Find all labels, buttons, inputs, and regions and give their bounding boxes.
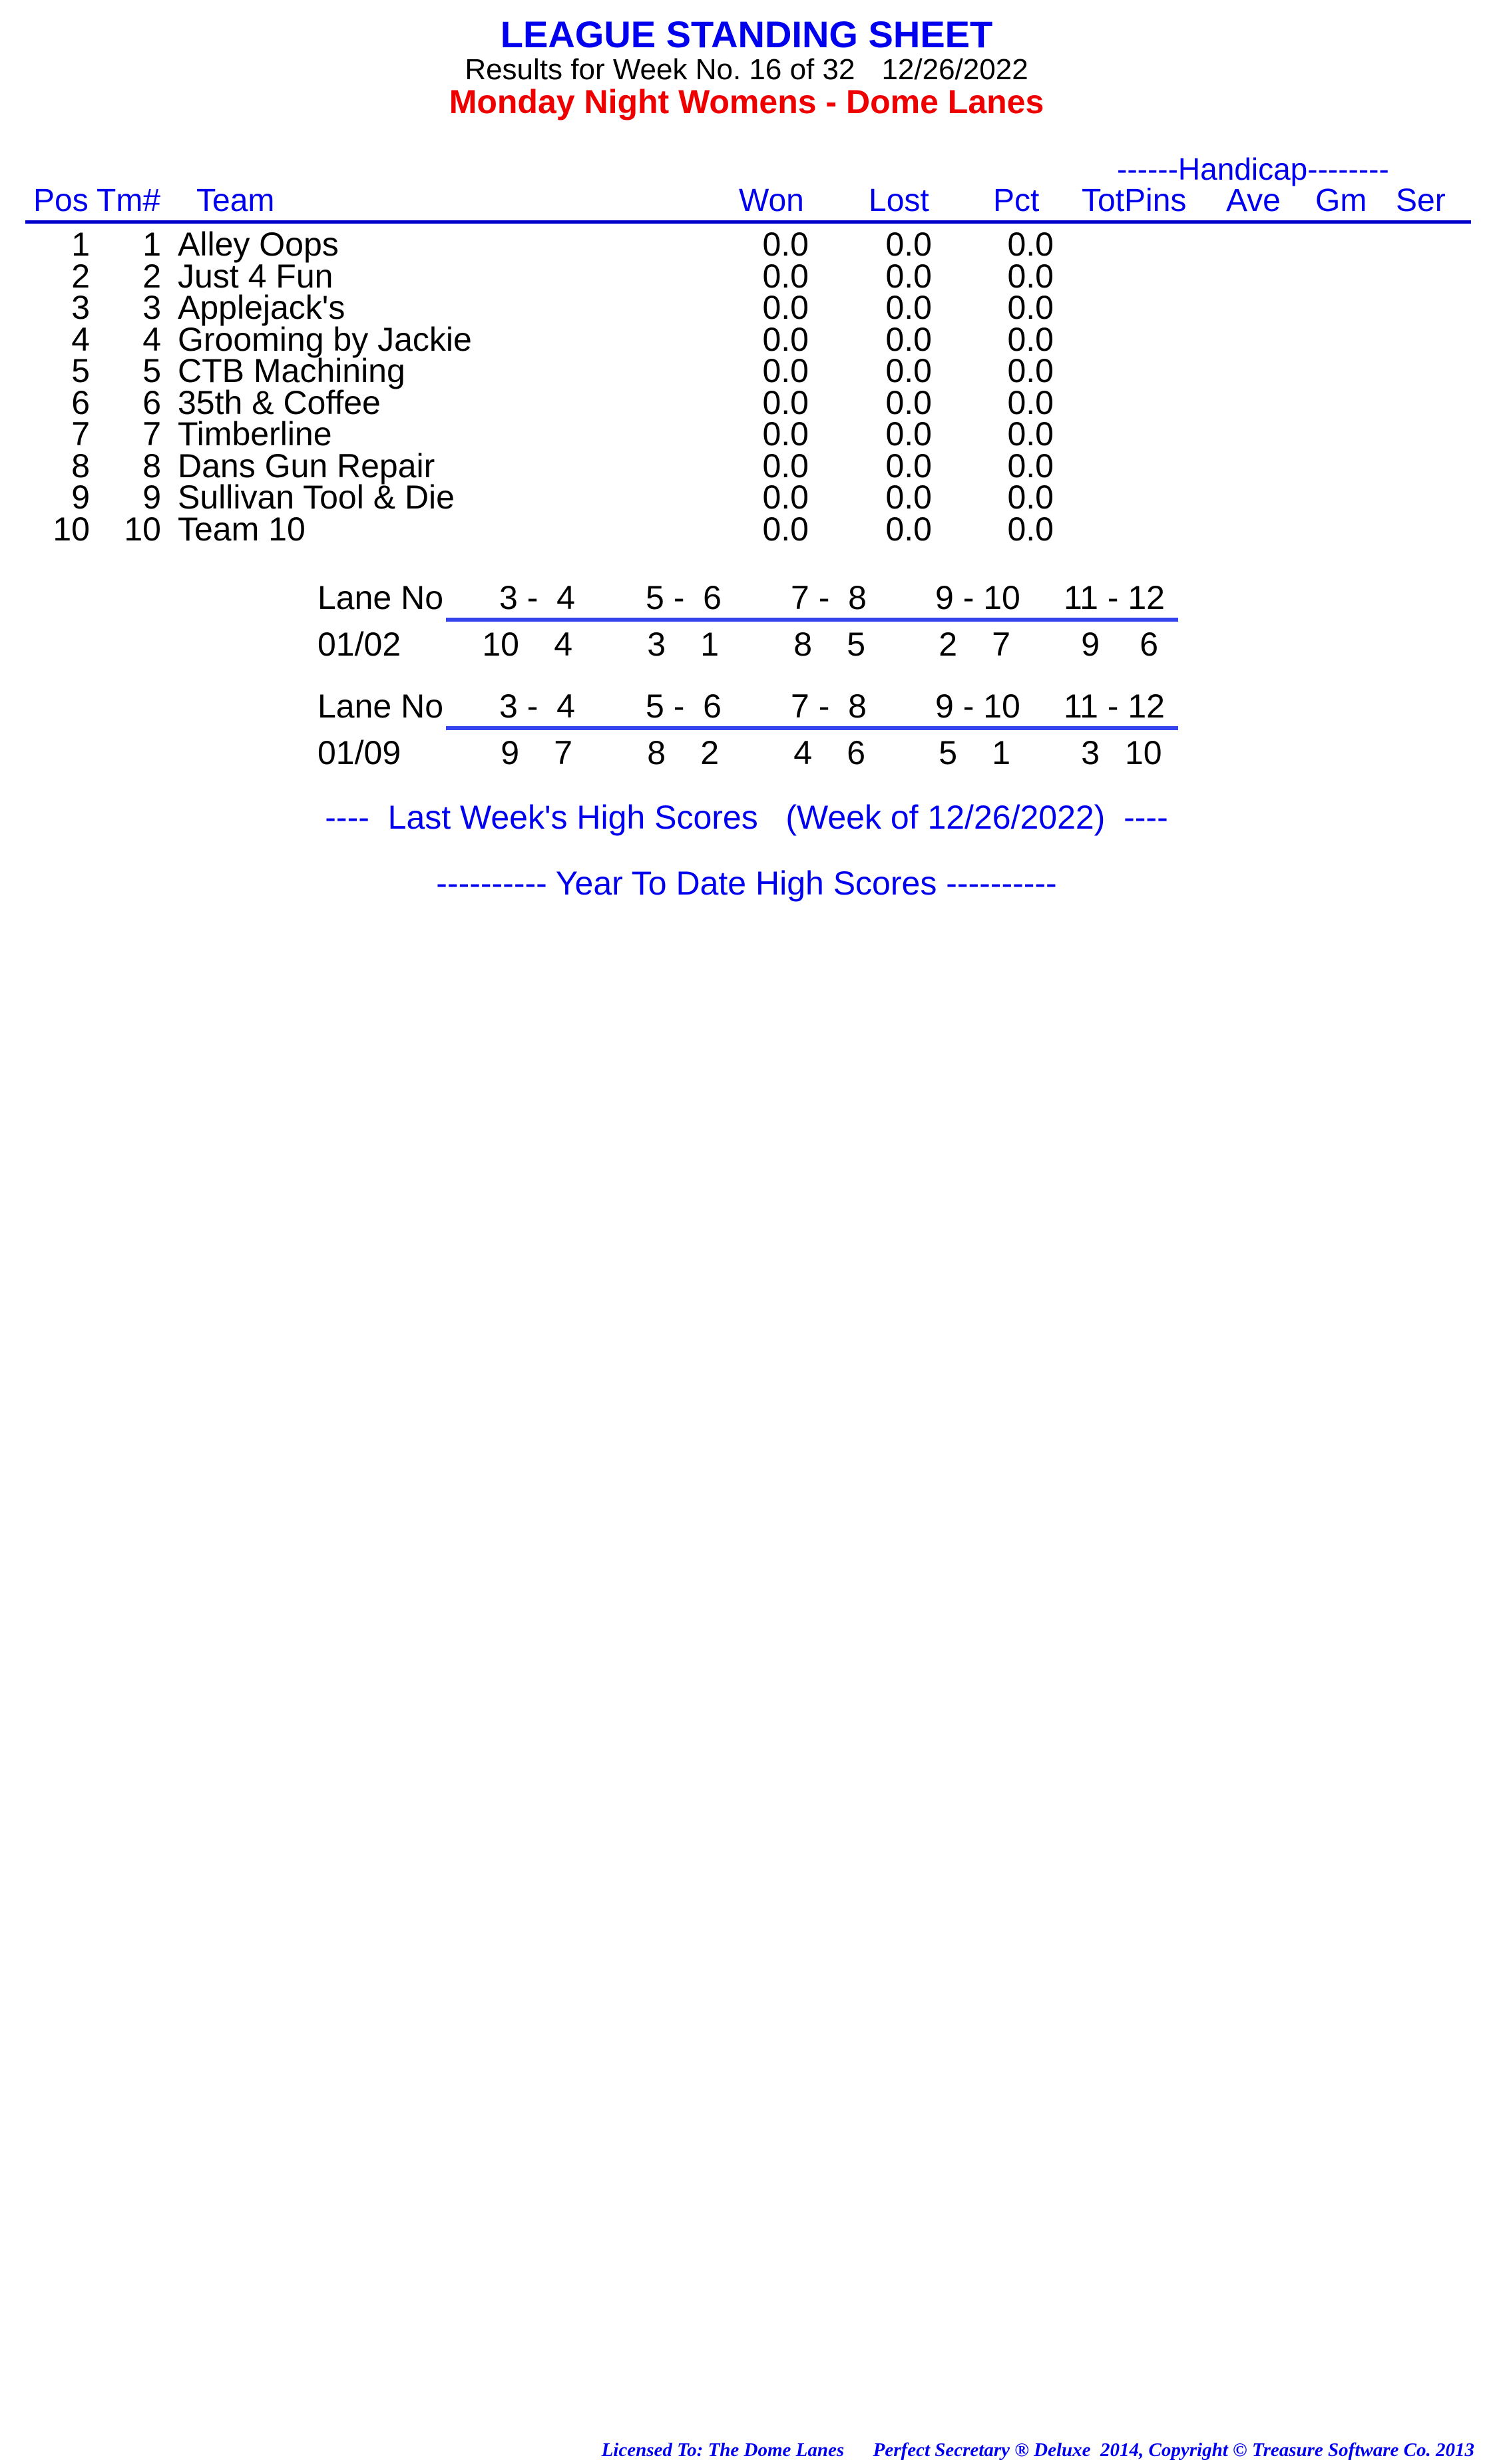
cell-lost: 0.0 [885, 321, 932, 358]
lane-pair: 5 - 6 [646, 579, 722, 616]
last-week-high-scores-heading: ---- Last Week's High Scores (Week of 12/26/2022) ---- [325, 799, 1168, 836]
cell-won: 0.0 [762, 479, 809, 516]
sheet-title: LEAGUE STANDING SHEET [500, 13, 993, 55]
team-number: 9 [501, 734, 519, 771]
table-row [0, 226, 1493, 263]
col-ave: Ave [1226, 183, 1281, 218]
team-number: 7 [554, 734, 572, 771]
cell-won: 0.0 [762, 321, 809, 358]
lane-pair: 9 - 10 [935, 579, 1020, 616]
col-gm: Gm [1315, 183, 1367, 218]
cell-lost: 0.0 [885, 511, 932, 548]
handicap-group-header: ------Handicap-------- [1117, 152, 1389, 186]
cell-pct: 0.0 [1007, 289, 1054, 326]
cell-lost: 0.0 [885, 479, 932, 516]
team-number: 10 [1125, 734, 1162, 771]
team-number: 5 [939, 734, 957, 771]
lane-no-label: Lane No [318, 579, 444, 616]
cell-won: 0.0 [762, 415, 809, 453]
header-divider [25, 220, 1471, 224]
table-row [0, 511, 1493, 548]
cell-won: 0.0 [762, 447, 809, 485]
team-number: 9 [1081, 626, 1100, 663]
lane-divider [446, 618, 1178, 622]
cell-team: Dans Gun Repair [178, 447, 435, 485]
cell-lost: 0.0 [885, 415, 932, 453]
col-lost: Lost [869, 183, 929, 218]
lane-pair: 11 - 12 [1064, 579, 1165, 616]
cell-tm: 8 [142, 447, 161, 485]
cell-team: Sullivan Tool & Die [178, 479, 455, 516]
cell-tm: 4 [142, 321, 161, 358]
cell-pos: 5 [71, 352, 90, 389]
cell-pct: 0.0 [1007, 447, 1054, 485]
cell-tm: 10 [124, 511, 161, 548]
table-row [0, 321, 1493, 358]
cell-pos: 3 [71, 289, 90, 326]
col-tm: Tm# [97, 183, 160, 218]
week-info: Results for Week No. 16 of 32 [465, 53, 855, 86]
cell-pos: 4 [71, 321, 90, 358]
lane-pair: 7 - 8 [791, 579, 867, 616]
cell-pct: 0.0 [1007, 479, 1054, 516]
col-totpins: TotPins [1082, 183, 1187, 218]
team-number: 7 [992, 626, 1010, 663]
league-name: Monday Night Womens - Dome Lanes [449, 83, 1044, 120]
cell-pos: 1 [71, 226, 90, 263]
team-number: 8 [647, 734, 666, 771]
team-number: 10 [482, 626, 519, 663]
cell-pct: 0.0 [1007, 258, 1054, 295]
team-number: 6 [1140, 626, 1158, 663]
table-row [0, 479, 1493, 516]
cell-pct: 0.0 [1007, 321, 1054, 358]
team-number: 2 [939, 626, 957, 663]
table-row [0, 289, 1493, 326]
week-date: 12/26/2022 [881, 53, 1028, 86]
cell-pct: 0.0 [1007, 352, 1054, 389]
year-to-date-high-scores-heading: ---------- Year To Date High Scores ---------- [436, 865, 1057, 902]
cell-team: Just 4 Fun [178, 258, 333, 295]
col-team: Team [196, 183, 275, 218]
cell-pct: 0.0 [1007, 415, 1054, 453]
cell-pos: 10 [53, 511, 90, 548]
team-number: 4 [554, 626, 572, 663]
cell-tm: 2 [142, 258, 161, 295]
cell-tm: 3 [142, 289, 161, 326]
team-number: 6 [847, 734, 865, 771]
team-number: 1 [992, 734, 1010, 771]
cell-lost: 0.0 [885, 352, 932, 389]
software-credit: Perfect Secretary ® Deluxe 2014, Copyright © Treasure Software Co. 2013 [873, 2439, 1474, 2461]
results-line [0, 53, 1493, 87]
cell-won: 0.0 [762, 511, 809, 548]
lane-pair: 11 - 12 [1064, 688, 1165, 725]
team-number: 3 [1081, 734, 1100, 771]
cell-pct: 0.0 [1007, 226, 1054, 263]
cell-tm: 6 [142, 384, 161, 421]
cell-tm: 1 [142, 226, 161, 263]
schedule-date: 01/09 [318, 734, 401, 771]
cell-won: 0.0 [762, 226, 809, 263]
lane-divider [446, 726, 1178, 730]
cell-pos: 9 [71, 479, 90, 516]
cell-tm: 7 [142, 415, 161, 453]
cell-lost: 0.0 [885, 289, 932, 326]
cell-team: 35th & Coffee [178, 384, 381, 421]
cell-team: CTB Machining [178, 352, 405, 389]
team-number: 2 [700, 734, 719, 771]
cell-won: 0.0 [762, 289, 809, 326]
footer [0, 2439, 1474, 2461]
cell-lost: 0.0 [885, 447, 932, 485]
lane-pair: 3 - 4 [499, 579, 575, 616]
cell-lost: 0.0 [885, 384, 932, 421]
team-number: 4 [793, 734, 812, 771]
team-number: 5 [847, 626, 865, 663]
table-row [0, 258, 1493, 295]
cell-pos: 8 [71, 447, 90, 485]
team-number: 1 [700, 626, 719, 663]
col-pct: Pct [993, 183, 1040, 218]
col-pos: Pos [33, 183, 89, 218]
lane-no-label: Lane No [318, 688, 444, 725]
cell-team: Grooming by Jackie [178, 321, 472, 358]
schedule-date: 01/02 [318, 626, 401, 663]
team-number: 8 [793, 626, 812, 663]
team-number: 3 [647, 626, 666, 663]
license-text: Licensed To: The Dome Lanes [601, 2439, 845, 2461]
table-row [0, 415, 1493, 453]
table-row [0, 384, 1493, 421]
cell-team: Timberline [178, 415, 332, 453]
lane-pair: 5 - 6 [646, 688, 722, 725]
lane-pair: 3 - 4 [499, 688, 575, 725]
cell-pos: 6 [71, 384, 90, 421]
col-won: Won [739, 183, 804, 218]
col-ser: Ser [1396, 183, 1446, 218]
lane-pair: 9 - 10 [935, 688, 1020, 725]
cell-lost: 0.0 [885, 258, 932, 295]
cell-pos: 2 [71, 258, 90, 295]
cell-won: 0.0 [762, 258, 809, 295]
cell-tm: 9 [142, 479, 161, 516]
cell-pos: 7 [71, 415, 90, 453]
cell-team: Team 10 [178, 511, 306, 548]
table-row [0, 352, 1493, 389]
cell-lost: 0.0 [885, 226, 932, 263]
cell-pct: 0.0 [1007, 384, 1054, 421]
cell-won: 0.0 [762, 384, 809, 421]
table-row [0, 447, 1493, 485]
cell-team: Alley Oops [178, 226, 339, 263]
cell-won: 0.0 [762, 352, 809, 389]
cell-team: Applejack's [178, 289, 345, 326]
lane-pair: 7 - 8 [791, 688, 867, 725]
cell-pct: 0.0 [1007, 511, 1054, 548]
cell-tm: 5 [142, 352, 161, 389]
